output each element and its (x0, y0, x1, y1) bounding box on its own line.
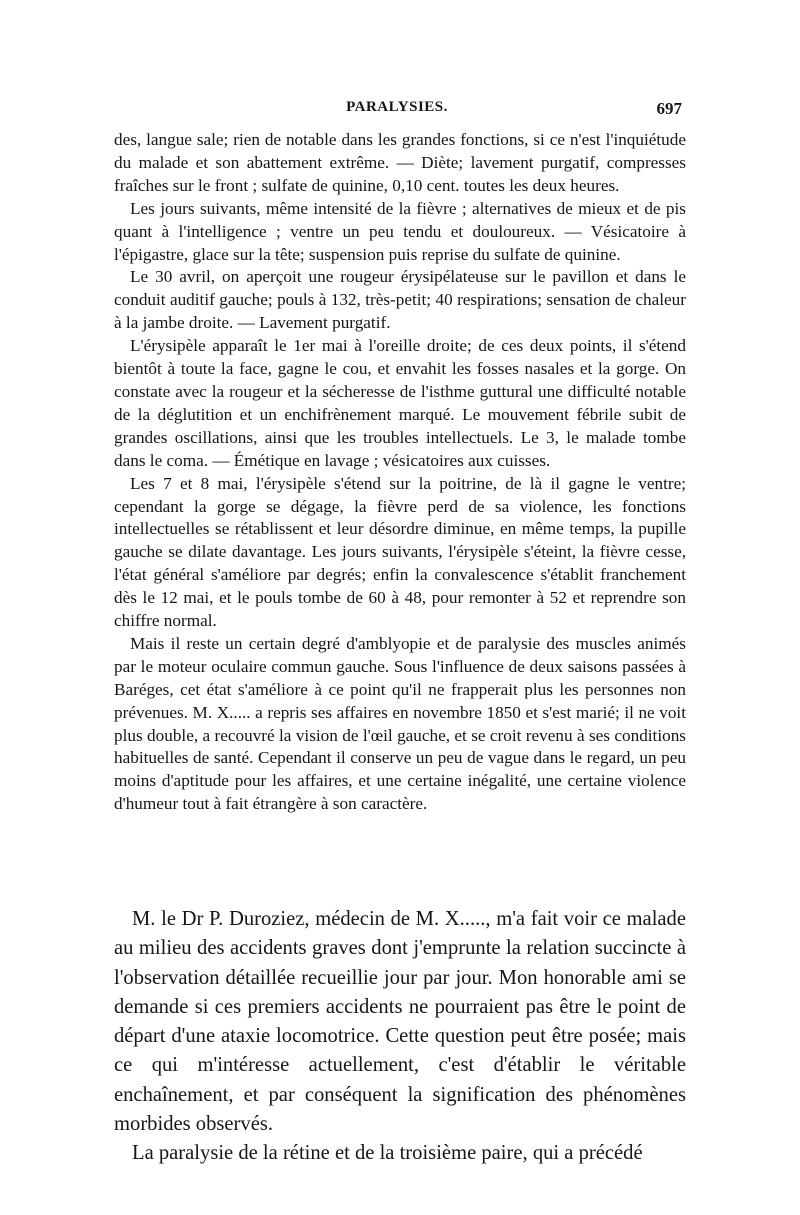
case-report-text (114, 129, 686, 816)
commentary-text (114, 905, 686, 1169)
paragraph: Le 30 avril, on aperçoit une rougeur érysipélateuse sur le pavillon et dans le conduit auditif gauche; pouls à 132, très-petit; 40 respirations; sensation de chaleur à la jambe droite. — Lavement purgatif. (114, 267, 686, 333)
running-title: PARALYSIES. (346, 99, 448, 115)
paragraph: M. le Dr P. Duroziez, médecin de M. X....., m'a fait voir ce malade au milieu des accidents graves dont j'emprunte la relation succincte à l'observation détaillée recueillie jour par jour. Mon honorable ami se demande si ces premiers accidents ne pourraient pas être le point de départ d'une ataxie locomotrice. Cette question peut être posée; mais ce qui m'intéresse actuellement, c'est d'établir le véritable enchaînement, et par conséquent la signification des phénomènes morbides observés. (114, 908, 686, 1136)
paragraph: Les jours suivants, même intensité de la fièvre ; alternatives de mieux et de pis quant à l'intelligence ; ventre un peu tendu et douloureux. — Vésicatoire à l'épigastre, glace sur la tête; suspension puis reprise du sulfate de quinine. (114, 198, 686, 264)
paragraph: L'érysipèle apparaît le 1er mai à l'oreille droite; de ces deux points, il s'étend bientôt à toute la face, gagne le cou, et envahit les fosses nasales et la gorge. On constate avec la rougeur et la sécheresse de l'isthme guttural une difficulté notable de la déglutition et un enchifrènement marqué. Le mouvement fébrile subit de grandes oscillations, ainsi que les troubles intellectuels. Le 3, le malade tombe dans le coma. — Émétique en lavage ; vésicatoires aux cuisses. (114, 336, 686, 470)
page-number: 697 (656, 99, 682, 118)
paragraph: Mais il reste un certain degré d'amblyopie et de paralysie des muscles animés par le moteur oculaire commun gauche. Sous l'influence de deux saisons passées à Baréges, cet état s'améliore à ce point qu'il ne frapperait plus les personnes non prévenues. M. X..... a repris ses affaires en novembre 1850 et s'est marié; il ne voit plus double, a recouvré la vision de l'œil gauche, et se croit revenu à ses conditions habituelles de santé. Cependant il conserve un peu de vague dans le regard, un peu moins d'aptitude pour les affaires, et une certaine inégalité, une certaine violence d'humeur tout à fait étrangère à son caractère. (114, 633, 686, 814)
paragraph: des, langue sale; rien de notable dans les grandes fonctions, si ce n'est l'inquiétude du malade et son abattement extrême. — Diète; lavement purgatif, compresses fraîches sur le front ; sulfate de quinine, 0,10 cent. toutes les deux heures. (114, 130, 686, 195)
running-header (112, 99, 682, 123)
paragraph: Les 7 et 8 mai, l'érysipèle s'étend sur la poitrine, de là il gagne le ventre; cependant la gorge se dégage, la fièvre perd de sa violence, les fonctions intellectuelles se rétablissent et leur désordre diminue, en même temps, la pupille gauche se dilate davantage. Les jours suivants, l'érysipèle s'éteint, la fièvre cesse, l'état général s'améliore par degrés; enfin la convalescence s'établit franchement dès le 12 mai, et le pouls tombe de 60 à 48, pour remonter à 52 et reprendre son chiffre normal. (114, 473, 686, 631)
paragraph: La paralysie de la rétine et de la troisième paire, qui a précédé (132, 1142, 643, 1165)
